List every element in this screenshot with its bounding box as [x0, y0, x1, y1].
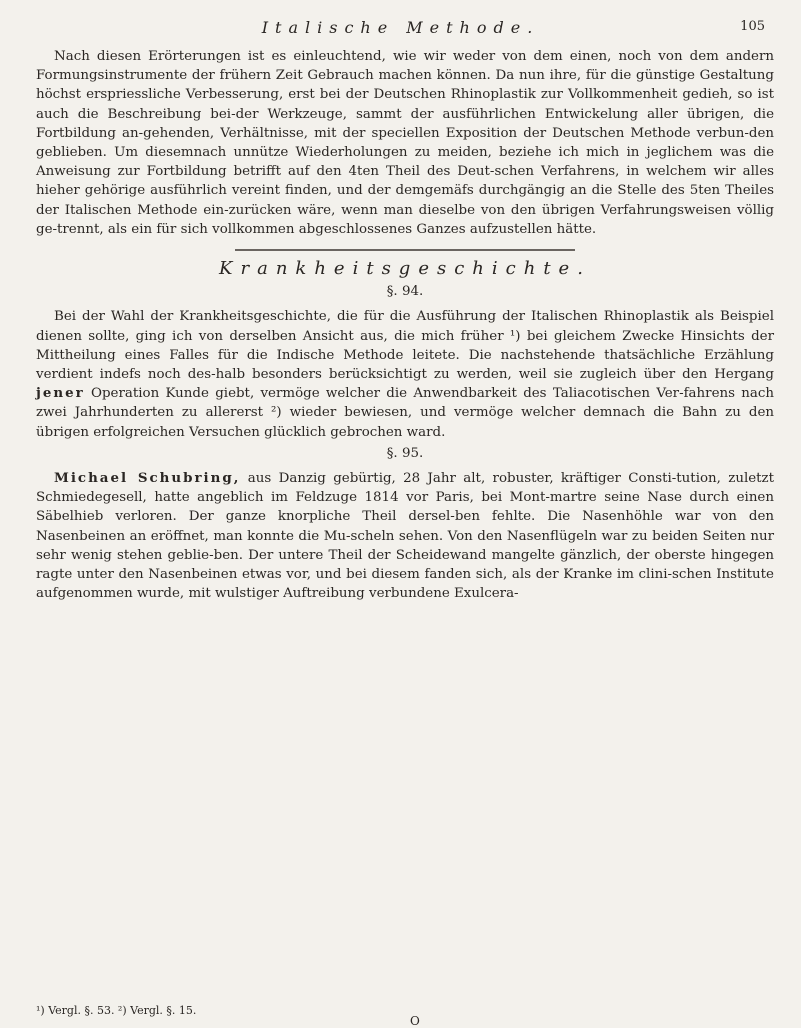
- paragraph-94: [36, 307, 774, 441]
- section-divider: [235, 249, 575, 251]
- running-head: [0, 18, 801, 44]
- paragraph-94-text: Bei der Wahl der Krankheitsgeschichte, die für die Ausführung der Italischen Rhinoplastik als Beispiel dienen sollte, ging ich von derselben Ansicht aus, die mich früher ¹) bei gleichem Zwecke Hinsichts der Mittheilung eines Falles für die Indische Methode leitete. Die nachstehende thatsächliche Erzählung verdient indefs noch des-halb besonders berücksichtigt zu werden, weil sie zugleich über den Hergang: [36, 309, 774, 383]
- body-text: [36, 47, 774, 603]
- paragraph-94-continuation: Operation Kunde giebt, vermöge welcher die Anwendbarkeit des Taliacotischen Ver-fahrens nach zwei Jahrhunderten zu allererst ²) wieder bewiesen, und vermöge welcher demnach die Bahn zu den übrigen erfolgreichen Versuchen glücklich gebrochen ward.: [36, 386, 775, 440]
- running-title: Italische Methode.: [261, 18, 540, 37]
- paragraph-95-text: aus Danzig gebürtig, 28 Jahr alt, robuster, kräftiger Consti-tution, zuletzt Schmiedegesell, hatte angeblich im Feldzuge 1814 vor Paris, bei Mont-martre seine Nase durch einen Säbelhieb verloren. Der ganze knorpliche Theil dersel-ben fehlte. Die Nasenhöhle war von den Nasenbeinen an eröffnet, man konnte die Mu-scheln sehen. Von den Nasenflügeln war zu beiden Seiten nur sehr wenig stehen geblie-ben. Der untere Theil der Scheidewand mangelte gänzlich, der oberste hingegen ragte unter den Nasenbeinen etwas vor, und bei diesem fanden sich, als der Kranke im clini-schen Institute aufgenommen wurde, mit wulstiger Auftreibung verbundene Exulcera-: [36, 471, 774, 602]
- intro-paragraph: Nach diesen Erörterungen ist es einleuchtend, wie wir weder von dem einen, noch von dem andern Formungsinstrumente der frühern Zeit Gebrauch machen können. Da nun ihre, für die günstige Gestaltung höchst erspriessliche Verbesserung, erst bei der Deutschen Rhinoplastik zur Vollkommenheit gedieh, so ist auch die Beschreibung bei-der Werkzeuge, sammt der ausführlichen Entwickelung aller übrigen, die Fortbildung an-gehenden, Verhältnisse, mit der speciellen Exposition der Deutschen Methode verbun-den geblieben. Um diesemnach unnütze Wiederholungen zu meiden, beziehe ich mich in jeglichem was die Anweisung zur Fortbildung betrifft auf den 4ten Theil des Deut-schen Verfahrens, in welchem wir alles hieher gehörige ausführlich vereint finden, und der demgemäfs durchgängig an die Stelle des 5ten Theiles der Italischen Methode ein-zurücken wäre, wenn man dieselbe von den übrigen Verfahrungsweisen völlig ge-trennt, als ein für sich vollkommen abgeschlossenes Ganzes aufzustellen hätte.: [36, 49, 774, 237]
- signature-mark: O: [410, 1014, 420, 1028]
- page-number: 105: [740, 19, 765, 34]
- paragraph-number-95: §. 95.: [386, 445, 424, 461]
- paragraph-number-94: §. 94.: [386, 284, 424, 300]
- section-heading: Krankheitsgeschichte.: [219, 258, 591, 280]
- footnotes: ¹) Vergl. §. 53. ²) Vergl. §. 15.: [36, 1004, 197, 1017]
- paragraph-95: [36, 469, 774, 603]
- patient-name: Michael Schubring,: [54, 470, 241, 487]
- paragraph-94-emphasis: jener: [36, 385, 85, 402]
